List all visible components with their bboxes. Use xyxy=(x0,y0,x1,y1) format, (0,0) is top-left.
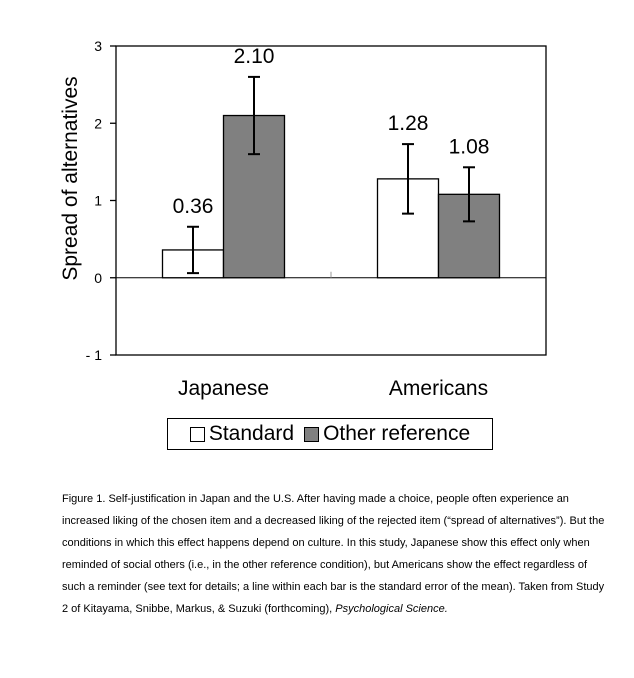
y-tick-label: 0 xyxy=(94,269,102,286)
legend-item-other-reference xyxy=(304,422,470,446)
y-tick-label: 3 xyxy=(94,38,102,54)
legend xyxy=(167,418,493,450)
y-axis-label: Spread of alternatives xyxy=(59,76,82,281)
data-label: 1.08 xyxy=(448,135,490,159)
legend-swatch-other-reference xyxy=(304,427,319,442)
y-tick-label: - 1 xyxy=(85,347,102,363)
legend-label-standard: Standard xyxy=(208,422,295,445)
legend-item-standard xyxy=(190,422,294,446)
data-label: 1.28 xyxy=(387,112,429,136)
data-label: 0.36 xyxy=(172,194,214,218)
legend-label-other-reference: Other reference xyxy=(323,422,471,445)
caption-text: Figure 1. Self-justification in Japan and the U.S. After having made a choice, people often experience an increased liking of the chosen item and a decreased liking of the rejected item (“spread of alternatives”). But the conditions in which this effect happens depend on culture. In this study, Japanese show this effect only when reminded of social others (i.e., in the other reference condition), but Americans show the effect regardless of such a reminder (see text for details; a line within each bar is the standard error of the mean). Taken from Study 2 of Kitayama, Snibbe, Markus, & Suzuki (forthcoming), xyxy=(62,493,605,615)
y-tick-label: 1 xyxy=(94,192,102,209)
data-label: 2.10 xyxy=(233,44,275,68)
x-category-label: Americans xyxy=(388,377,489,400)
legend-swatch-standard xyxy=(190,427,205,442)
y-tick-label: 2 xyxy=(94,115,102,132)
figure-caption xyxy=(62,488,610,620)
x-category-label: Japanese xyxy=(177,377,270,400)
caption-journal: Psychological Science. xyxy=(335,603,448,615)
